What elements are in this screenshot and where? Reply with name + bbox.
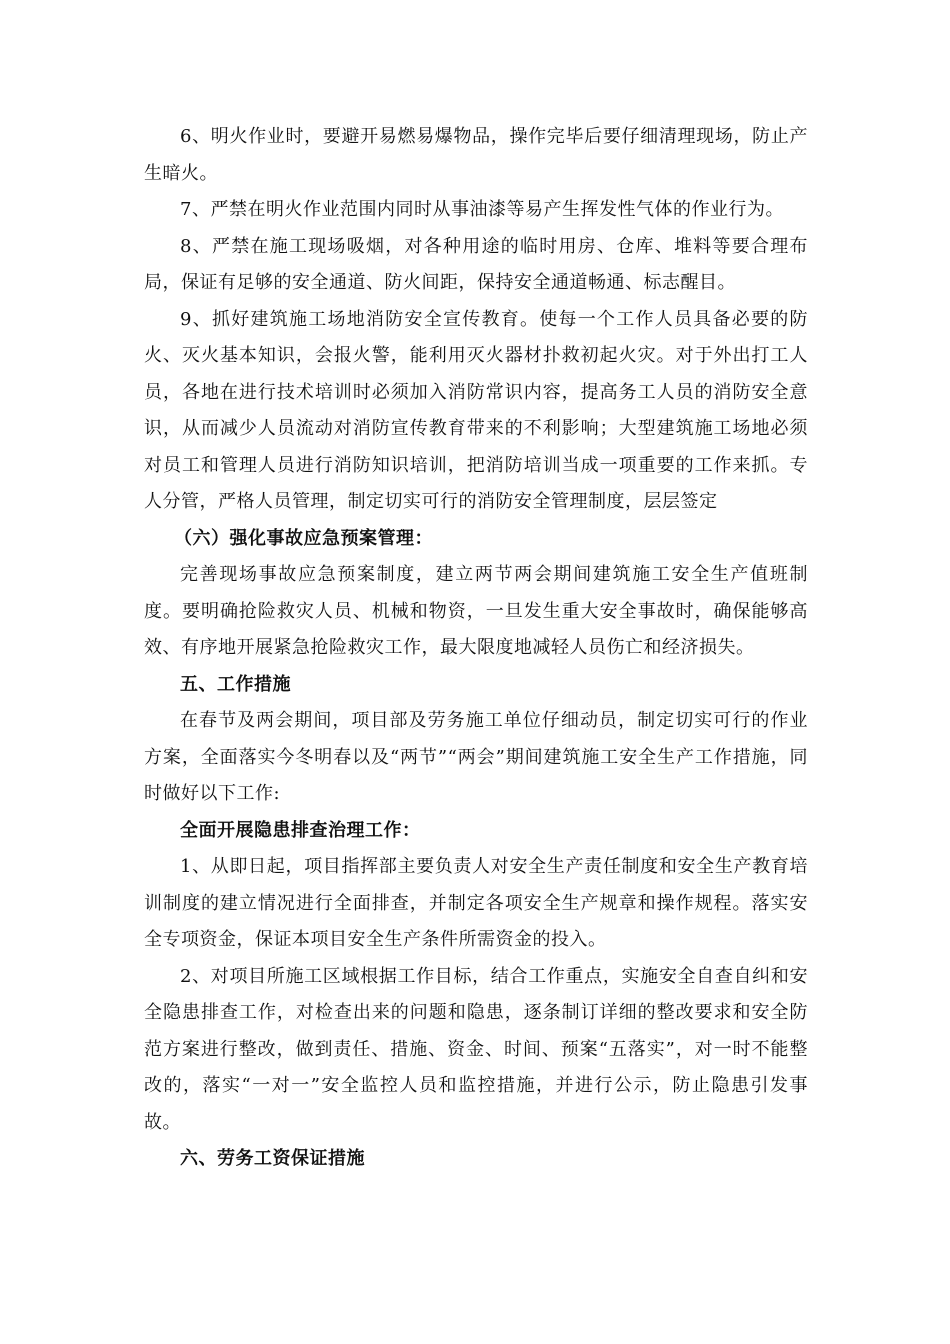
paragraph-item-6: 6、明火作业时，要避开易燃易爆物品，操作完毕后要仔细清理现场，防止产生暗火。: [144, 126, 808, 184]
paragraph-hazard-item-2: 2、对项目所施工区域根据工作目标，结合工作重点，实施安全自查自纠和安全隐患排查工作，对检查出来的问题和隐患，逐条制订详细的整改要求和安全防范方案进行整改，做到责任、措施、资金、时间、预案“五落实”，对一时不能整改的，落实“一对一”安全监控人员和监控措施，并进行公示，防止隐患引发事故。: [144, 965, 808, 1133]
section-heading-wage-guarantee: 六、劳务工资保证措施: [180, 1148, 365, 1169]
section-heading-work-measures: 五、工作措施: [180, 673, 291, 695]
paragraph-item-9: 9、抓好建筑施工场地消防安全宣传教育。使每一个工作人员具备必要的防火、灭火基本知识，会报火警，能利用灭火器材扑救初起火灾。对于外出打工人员，各地在进行技术培训时必须加入消防常识内容，提高务工人员的消防安全意识，从而减少人员流动对消防宣传教育带来的不利影响；大型建筑施工场地必须对员工和管理人员进行消防知识培训，把消防培训当成一项重要的工作来抓。专人分管，严格人员管理，制定切实可行的消防安全管理制度，层层签定: [144, 308, 808, 512]
paragraph-item-7: 7、严禁在明火作业范围内同时从事油漆等易产生挥发性气体的作业行为。: [180, 199, 784, 220]
subheading-hazard-inspection: 全面开展隐患排查治理工作：: [180, 819, 421, 841]
paragraph-emergency-plan: 完善现场事故应急预案制度，建立两节两会期间建筑施工安全生产值班制度。要明确抢险救灾人员、机械和物资，一旦发生重大安全事故时，确保能够高效、有序地开展紧急抢险救灾工作，最大限度地减轻人员伤亡和经济损失。: [144, 564, 808, 658]
paragraph-hazard-item-1: 1、从即日起，项目指挥部主要负责人对安全生产责任制度和安全生产教育培训制度的建立情况进行全面排查，并制定各项安全生产规章和操作规程。落实安全专项资金，保证本项目安全生产条件所需资金的投入。: [144, 856, 808, 950]
paragraph-item-8: 8、严禁在施工现场吸烟，对各种用途的临时用房、仓库、堆料等要合理布局，保证有足够的安全通道、防火间距，保持安全通道畅通、标志醒目。: [144, 235, 808, 293]
document-body: [144, 119, 808, 1178]
section-heading-emergency-plan: （六）强化事故应急预案管理：: [174, 527, 433, 549]
paragraph-work-measures-intro: 在春节及两会期间，项目部及劳务施工单位仔细动员，制定切实可行的作业方案，全面落实今冬明春以及“两节”“两会”期间建筑施工安全生产工作措施，同时做好以下工作:: [144, 710, 808, 804]
